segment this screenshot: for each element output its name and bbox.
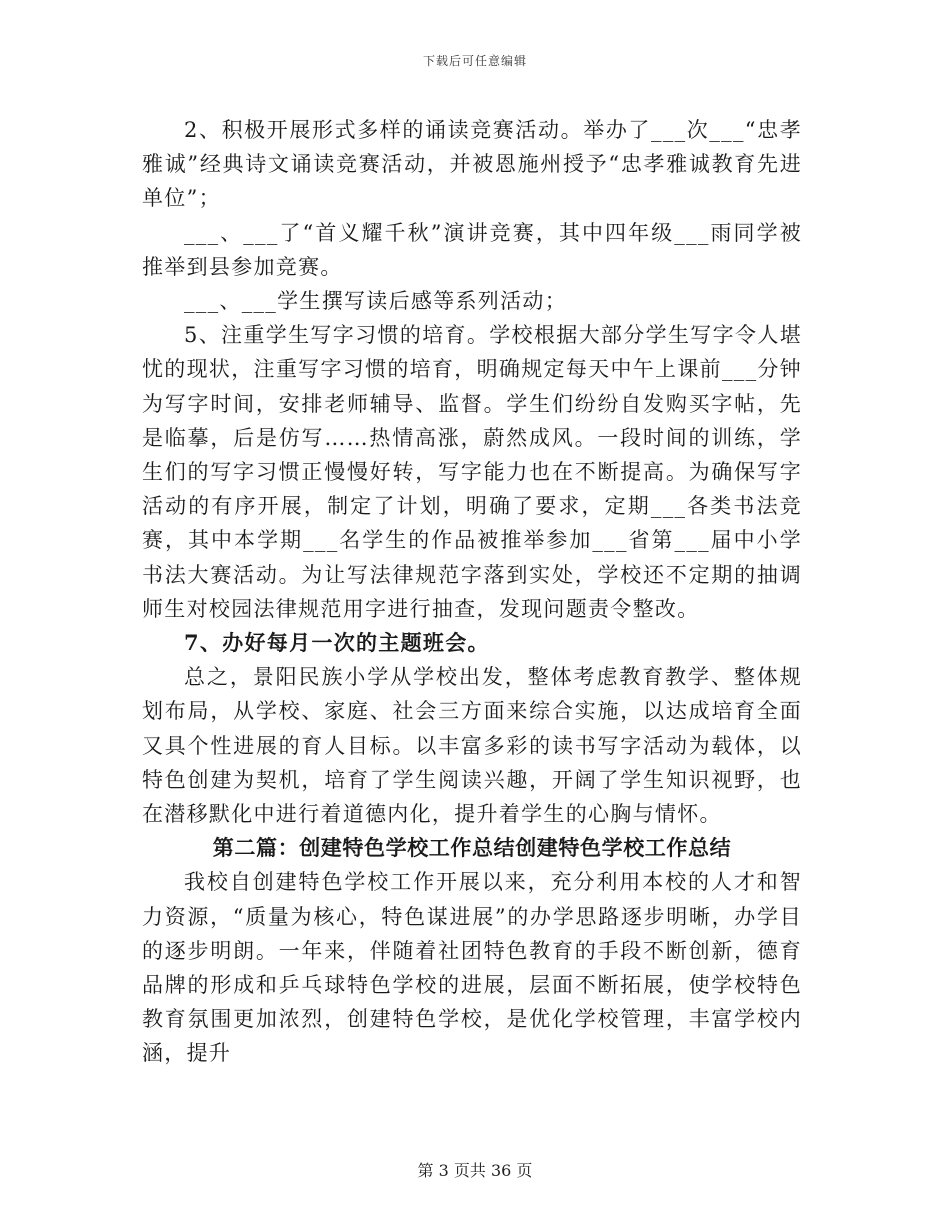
page-footer: 第 3 页共 36 页 (417, 1161, 533, 1180)
section-title: 第二篇：创建特色学校工作总结创建特色学校工作总结 (212, 835, 732, 861)
paragraph-section-intro: 我校自创建特色学校工作开展以来，充分利用本校的人才和智力资源，“质量为核心，特色谋进展”的办学思路逐步明晰，办学目的逐步明朗。一年来，伴随着社团特色教育的手段不断创新，德育品牌的形成和乒乓球特色学校的进展，层面不断拓展，使学校特色教育氛围更加浓烈，创建特色学校，是优化学校管理，丰富学校内涵，提升 (142, 870, 802, 1066)
paragraph-theme-class-meeting: 7、办好每月一次的主题班会。 (184, 630, 490, 656)
paragraph-reading-reflection: ___、___学生撰写读后感等系列活动； (184, 289, 567, 314)
paragraph-summary: 总之，景阳民族小学从学校出发，整体考虑教育教学、整体规划布局，从学校、家庭、社会三方面来综合实施，以达成培育全面又具个性进展的育人目标。以丰富多彩的读书写字活动为载体，以特色创建为契机，培育了学生阅读兴趣，开阔了学生知识视野，也在潜移默化中进行着道德内化，提升着学生的心胸与情怀。 (142, 665, 802, 827)
paragraph-writing-habits: 5、注重学生写字习惯的培育。学校根据大部分学生写字令人堪忧的现状，注重写字习惯的培育，明确规定每天中午上课前___分钟为写字时间，安排老师辅导、监督。学生们纷纷自发购买字帖，先是临摹，后是仿写……热情高涨，蔚然成风。一段时间的训练，学生们的写字习惯正慢慢好转，写字能力也在不断提高。为确保写字活动的有序开展，制定了计划，明确了要求，定期___各类书法竞赛，其中本学期___名学生的作品被推举参加___省第___届中小学书法大赛活动。为让写法律规范字落到实处，学校还不定期的抽调师生对校园法律规范用字进行抽查，发现问题责令整改。 (142, 323, 802, 621)
paragraph-recitation-contest: 2、积极开展形式多样的诵读竞赛活动。举办了___次___“忠孝雅诚”经典诗文诵读竞赛活动，并被恩施州授予“忠孝雅诚教育先进单位”； (142, 118, 802, 211)
paragraph-speech-contest: ___、___了“首义耀千秋”演讲竞赛，其中四年级___雨同学被推举到县参加竞赛。 (142, 220, 802, 279)
page-header: 下载后可任意编辑 (422, 54, 527, 68)
document-body (142, 113, 802, 1071)
